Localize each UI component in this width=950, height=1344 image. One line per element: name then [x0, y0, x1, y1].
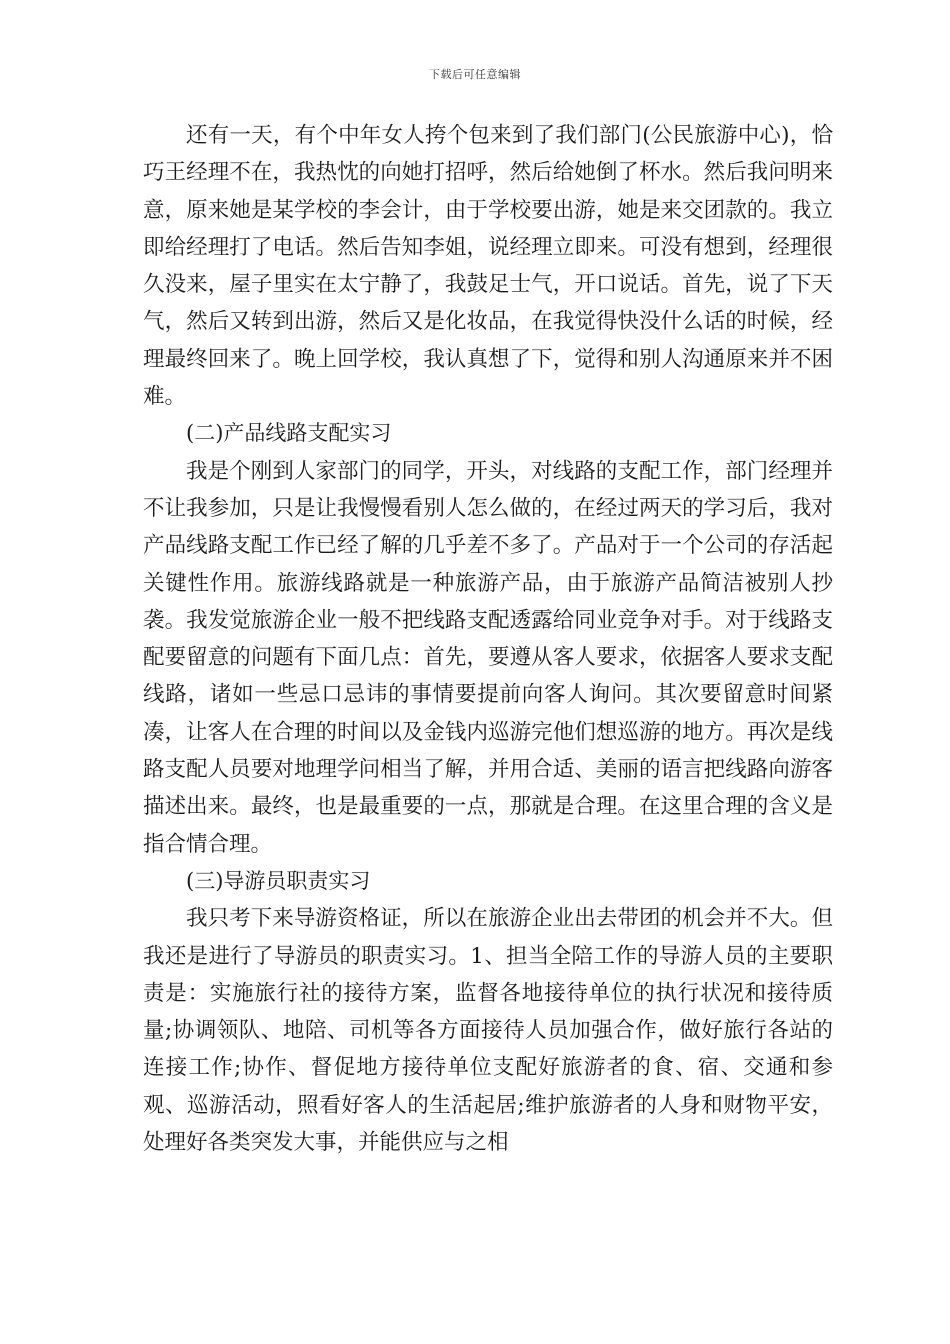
section-heading-route-planning: (二)产品线路支配实习	[186, 421, 392, 446]
page-header-note: 下载后可任意编辑	[429, 68, 521, 81]
paragraph-reception-story: 还有一天，有个中年女人挎个包来到了我们部门(公民旅游中心)，恰巧王经理不在，我热忱的向她打招呼，然后给她倒了杯水。然后我问明来意，原来她是某学校的李会计，由于学校要出游，她是来交团款的。我立即给经理打了电话。然后告知李姐，说经理立即来。可没有想到，经理很久没来，屋子里实在太宁静了，我鼓足士气，开口说话。首先，说了下天气，然后又转到出游，然后又是化妆品，在我觉得快没什么话的时候，经理最终回来了。晚上回学校，我认真想了下，觉得和别人沟通原来并不困难。	[143, 123, 833, 410]
paragraph-route-planning: 我是个刚到人家部门的同学，开头，对线路的支配工作，部门经理并不让我参加，只是让我慢慢看别人怎么做的，在经过两天的学习后，我对产品线路支配工作已经了解的几乎差不多了。产品对于一个公司的存活起关键性作用。旅游线路就是一种旅游产品，由于旅游产品简洁被别人抄袭。我发觉旅游企业一般不把线路支配透露给同业竞争对手。对于线路支配要留意的问题有下面几点：首先，要遵从客人要求，依据客人要求支配线路，诸如一些忌口忌讳的事情要提前向客人询问。其次要留意时间紧凑，让客人在合理的时间以及金钱内巡游完他们想巡游的地方。再次是线路支配人员要对地理学问相当了解，并用合适、美丽的语言把线路向游客描述出来。最终，也是最重要的一点，那就是合理。在这里合理的含义是指合情合理。	[143, 458, 833, 857]
document-body	[143, 117, 833, 1161]
paragraph-guide-duties: 我只考下来导游资格证，所以在旅游企业出去带团的机会并不大。但我还是进行了导游员的职责实习。1、担当全陪工作的导游人员的主要职责是：实施旅行社的接待方案，监督各地接待单位的执行状况和接待质量;协调领队、地陪、司机等各方面接待人员加强合作，做好旅行各站的连接工作;协作、督促地方接待单位支配好旅游者的食、宿、交通和参观、巡游活动，照看好客人的生活起居;维护旅游者的人身和财物平安，处理好各类突发大事，并能供应与之相	[143, 906, 833, 1156]
section-heading-guide-duties: (三)导游员职责实习	[186, 868, 371, 893]
